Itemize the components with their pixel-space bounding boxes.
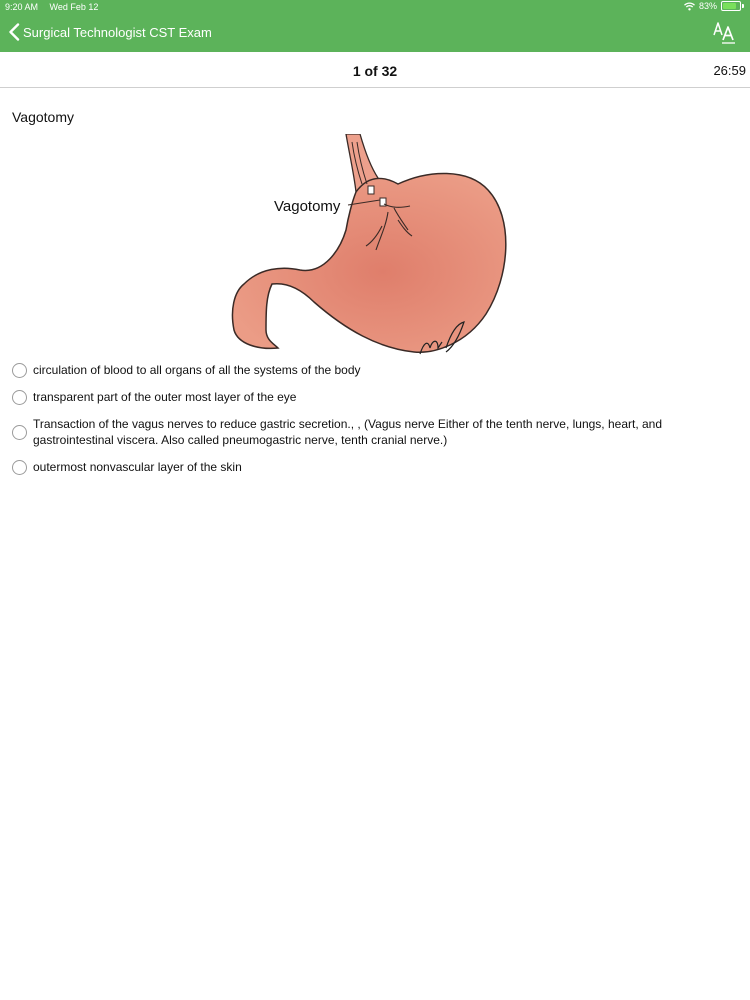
answer-option-text: circulation of blood to all organs of all the systems of the body xyxy=(33,363,361,377)
radio-button[interactable] xyxy=(12,390,27,405)
answer-option-text: Transaction of the vagus nerves to reduce gastric secretion., , (Vagus nerve Either of the tenth nerve, lungs, heart, and gastrointestinal viscera. Also called pneumogastric nerve, tenth cranial nerve.) xyxy=(33,417,663,447)
status-right xyxy=(684,1,744,11)
app-header xyxy=(0,0,750,52)
battery-percent: 83% xyxy=(698,1,717,11)
answer-option-text: transparent part of the outer most layer of the eye xyxy=(33,390,297,404)
battery-nub xyxy=(742,4,744,8)
status-time: 9:20 AM xyxy=(5,2,39,12)
figure-label: Vagotomy xyxy=(274,198,341,215)
radio-button[interactable] xyxy=(12,363,27,378)
stomach-vagotomy-illustration xyxy=(228,134,532,358)
wifi-icon xyxy=(684,2,695,11)
back-button-label: Surgical Technologist CST Exam xyxy=(23,24,212,40)
battery-level xyxy=(723,3,736,9)
answer-option-4[interactable] xyxy=(12,457,738,477)
battery-icon xyxy=(721,1,741,11)
radio-button[interactable] xyxy=(12,425,27,440)
nav-bar xyxy=(0,14,750,52)
back-button[interactable] xyxy=(8,23,212,41)
text-size-icon[interactable] xyxy=(712,20,736,44)
chevron-left-icon xyxy=(8,23,20,41)
question-title: Vagotomy xyxy=(12,109,74,125)
answer-option-text: outermost nonvascular layer of the skin xyxy=(33,460,242,474)
radio-button[interactable] xyxy=(12,460,27,475)
answer-options xyxy=(12,360,738,477)
question-progress: 1 of 32 xyxy=(352,63,398,79)
answer-option-3[interactable] xyxy=(12,414,738,450)
quiz-subheader xyxy=(0,52,750,88)
status-date: Wed Feb 12 xyxy=(49,2,99,12)
status-left xyxy=(5,2,98,12)
exam-timer: 26:59 xyxy=(713,63,746,78)
answer-option-1[interactable] xyxy=(12,360,738,380)
answer-option-2[interactable] xyxy=(12,387,738,407)
status-bar xyxy=(0,0,750,14)
